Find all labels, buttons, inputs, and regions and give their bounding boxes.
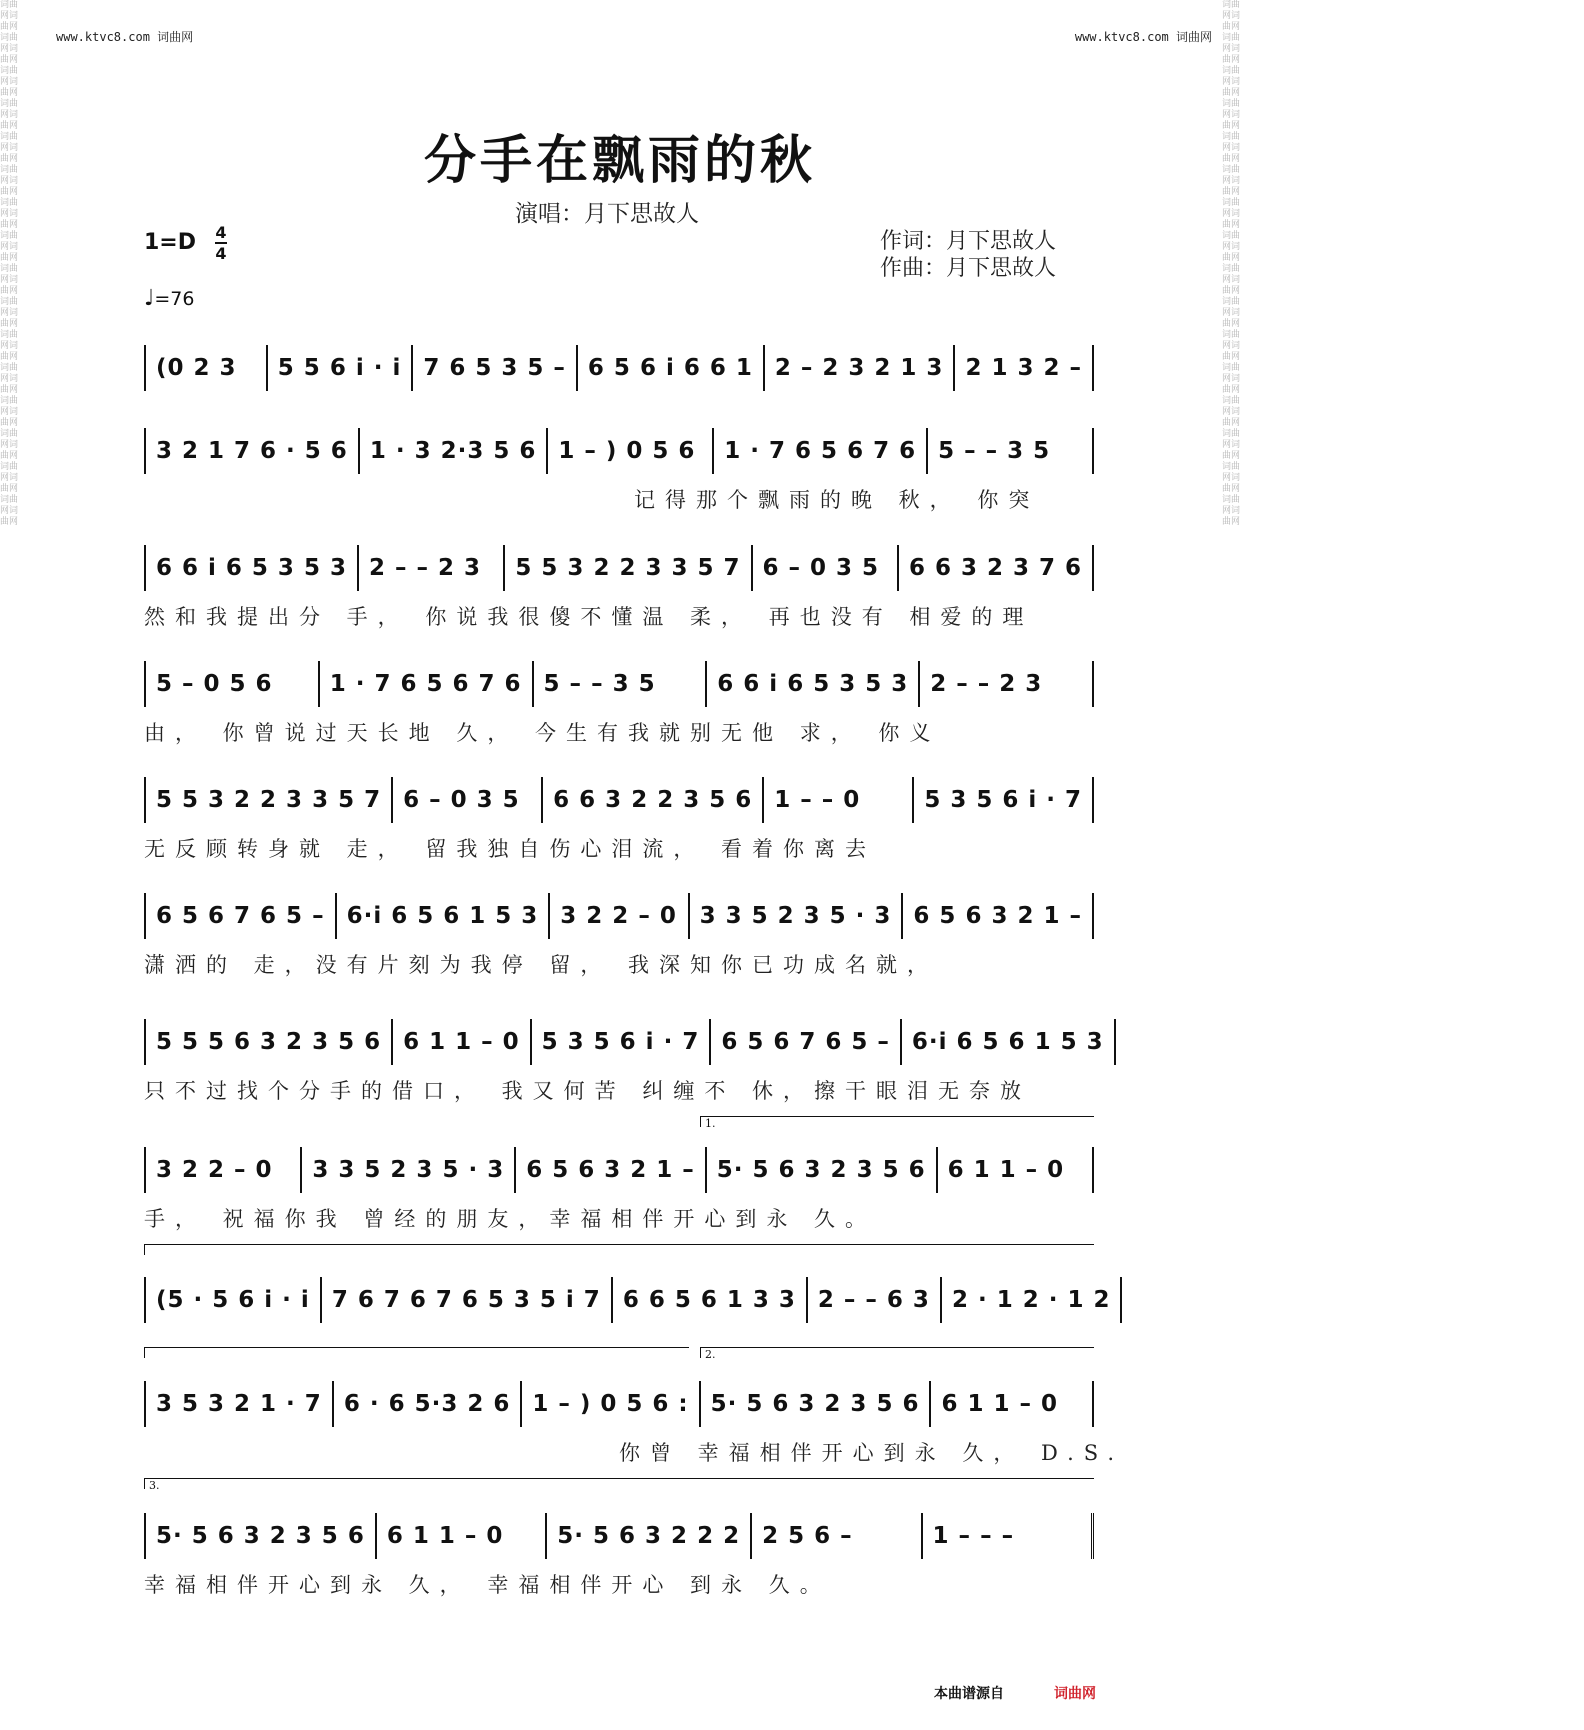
measure: 1 – ) 0 5 6 [548,428,714,474]
score-system [144,777,1094,861]
tempo-marking [144,286,195,311]
measure: 2 5 6 – [752,1513,922,1559]
measure: 6 5 6 3 2 1 – [516,1147,707,1193]
measure: 1 – – – [923,1513,1094,1559]
measure: 6 1 1 – 0 [393,1019,532,1065]
lyricist-credit: 作词：月下思故人 [880,229,1057,254]
measure: 6 – 0 3 5 [393,777,543,823]
footer-brand: 词曲网 [1054,1686,1096,1702]
composer-credit: 作曲：月下思故人 [880,256,1057,281]
measure: (0 2 3 [146,345,268,391]
notation-line [144,1277,1111,1323]
measure: 5 – – 3 5 [534,661,708,707]
measure: 6 6 5 6 1 3 3 [613,1277,808,1323]
measure: 6 1 1 – 0 [377,1513,547,1559]
measure: 6 · 6 5·3 2 6 [334,1381,523,1427]
measure: 2 1 3 2 – [955,345,1094,391]
volta-bracket [144,1347,689,1358]
time-signature [215,224,227,262]
key-signature: 1=D [144,230,197,255]
measure: (5 · 5 6 i · i [146,1277,322,1323]
measure: 5· 5 6 3 2 3 5 6 [701,1381,932,1427]
footer-source-label: 本曲谱源自 [934,1686,1004,1702]
measure: 1 · 7 6 5 6 7 6 [320,661,534,707]
measure: 5 – – 3 5 [928,428,1094,474]
site-watermark-right: www.ktvc8.com 词曲网 [1074,30,1212,44]
score-system [144,428,1094,512]
lyric-line: 然和我提出分 手， 你说我很傻不懂温 柔， 再也没有 相爱的理 [144,605,1034,629]
notation-line [144,661,1094,707]
score-system [144,1019,1104,1103]
measure: 5 3 5 6 i · 7 [532,1019,712,1065]
quarter-note-icon: ♩ [144,286,155,311]
volta-bracket [144,1244,1094,1255]
volta-bracket: 3. [144,1478,1094,1489]
lyric-line: 只不过找个分手的借口， 我又何苦 纠缠不 休，擦干眼泪无奈放 [144,1079,1032,1103]
measure: 3 3 5 2 3 5 · 3 [302,1147,516,1193]
right-watermark-strip: 词曲网词曲网词曲网词曲网词曲网词曲网词曲网词曲网词曲网词曲网词曲网词曲网词曲网词曲网词曲网词曲网词曲网词曲网词曲网词曲网词曲网词曲网词曲网词曲网词曲网词曲网词曲网词曲网词曲网词曲网词曲网词曲网 [1222,0,1241,527]
volta-bracket: 2. [700,1347,1094,1358]
footer-source [934,1683,1096,1703]
measure: 5· 5 6 3 2 2 2 [547,1513,752,1559]
measure: 1 – ) 0 5 6 : [522,1381,700,1427]
measure: 6·i 6 5 6 1 5 3 [902,1019,1116,1065]
measure: 5· 5 6 3 2 3 5 6 [707,1147,938,1193]
notation-line [144,1147,1094,1193]
measure: 1 – – 0 [764,777,914,823]
measure: 2 – 2 3 2 1 3 [765,345,956,391]
notation-line [144,1381,1094,1427]
lyric-line: 你曾 幸福相伴开心到永 久， D.S. [619,1441,1125,1465]
measure: 6 6 3 2 2 3 5 6 [543,777,764,823]
measure: 5 – 0 5 6 [146,661,320,707]
measure: 2 – – 6 3 [808,1277,942,1323]
lyric-line: 由， 你曾说过天长地 久， 今生有我就别无他 求， 你义 [144,721,941,745]
lyric-line: 幸福相伴开心到永 久， 幸福相伴开心 到永 久。 [144,1573,831,1597]
measure: 5 5 6 i · i [268,345,414,391]
measure: 7 6 5 3 5 – [413,345,578,391]
time-signature-top: 4 [215,223,227,242]
measure: 6·i 6 5 6 1 5 3 [337,893,551,939]
measure: 6 5 6 7 6 5 – [146,893,337,939]
score-system [144,1381,1125,1465]
measure: 6 6 3 2 3 7 6 [899,545,1094,591]
lyric-line: 潇洒的 走，没有片刻为我停 留， 我深知你已功成名就， [144,953,939,977]
measure: 7 6 7 6 7 6 5 3 5 i 7 [322,1277,613,1323]
measure: 2 – – 2 3 [920,661,1094,707]
site-watermark-left: www.ktvc8.com 词曲网 [56,30,194,44]
score-system [144,893,1094,977]
lyric-line: 记得那个飘雨的晚 秋， 你突 [634,488,1040,512]
measure: 3 3 5 2 3 5 · 3 [690,893,904,939]
score-system [144,345,1094,391]
notation-line [144,1513,1094,1559]
notation-line [144,428,1094,474]
measure: 3 2 2 – 0 [146,1147,302,1193]
singer-credit: 演唱：月下思故人 [515,201,699,227]
score-system [144,1277,1111,1323]
measure: 5· 5 6 3 2 3 5 6 [146,1513,377,1559]
notation-line [144,777,1094,823]
measure: 6 5 6 7 6 5 – [711,1019,902,1065]
notation-line [144,893,1094,939]
measure: 6 1 1 – 0 [938,1147,1094,1193]
lyric-line: 无反顾转身就 走， 留我独自伤心泪流， 看着你离去 [144,837,877,861]
score-system [144,661,1094,745]
credits [880,228,1056,282]
measure: 5 5 3 2 2 3 3 5 7 [146,777,393,823]
score-system [144,1513,1094,1597]
left-watermark-strip: 词曲网词曲网词曲网词曲网词曲网词曲网词曲网词曲网词曲网词曲网词曲网词曲网词曲网词曲网词曲网词曲网词曲网词曲网词曲网词曲网词曲网词曲网词曲网词曲网词曲网词曲网词曲网词曲网词曲网词曲网词曲网词曲网 [0,0,19,527]
notation-line [144,545,1094,591]
measure: 5 5 5 6 3 2 3 5 6 [146,1019,393,1065]
measure: 6 – 0 3 5 [753,545,899,591]
score-system [144,1147,1094,1231]
measure: 1 · 3 2·3 5 6 [360,428,549,474]
measure: 6 5 6 3 2 1 – [903,893,1094,939]
measure: 1 · 7 6 5 6 7 6 [714,428,928,474]
measure: 5 3 5 6 i · 7 [914,777,1094,823]
time-signature-bottom: 4 [215,244,227,263]
measure: 6 6 i 6 5 3 5 3 [707,661,920,707]
measure: 6 6 i 6 5 3 5 3 [146,545,359,591]
measure: 3 2 2 – 0 [550,893,689,939]
measure: 6 1 1 – 0 [931,1381,1094,1427]
volta-bracket: 1. [700,1116,1094,1127]
measure: 3 5 3 2 1 · 7 [146,1381,334,1427]
tempo-value: =76 [154,288,195,310]
measure: 3 2 1 7 6 · 5 6 [146,428,360,474]
measure: 2 – – 2 3 [359,545,505,591]
measure: 5 5 3 2 2 3 3 5 7 [505,545,752,591]
notation-line [144,1019,1104,1065]
notation-line [144,345,1094,391]
score-system [144,545,1094,629]
measure: 2 · 1 2 · 1 2 [942,1277,1123,1323]
song-title: 分手在飘雨的秋 [423,130,816,191]
lyric-line: 手， 祝福你我 曾经的朋友，幸福相伴开心到永 久。 [144,1207,877,1231]
measure: 6 5 6 i 6 6 1 [578,345,765,391]
